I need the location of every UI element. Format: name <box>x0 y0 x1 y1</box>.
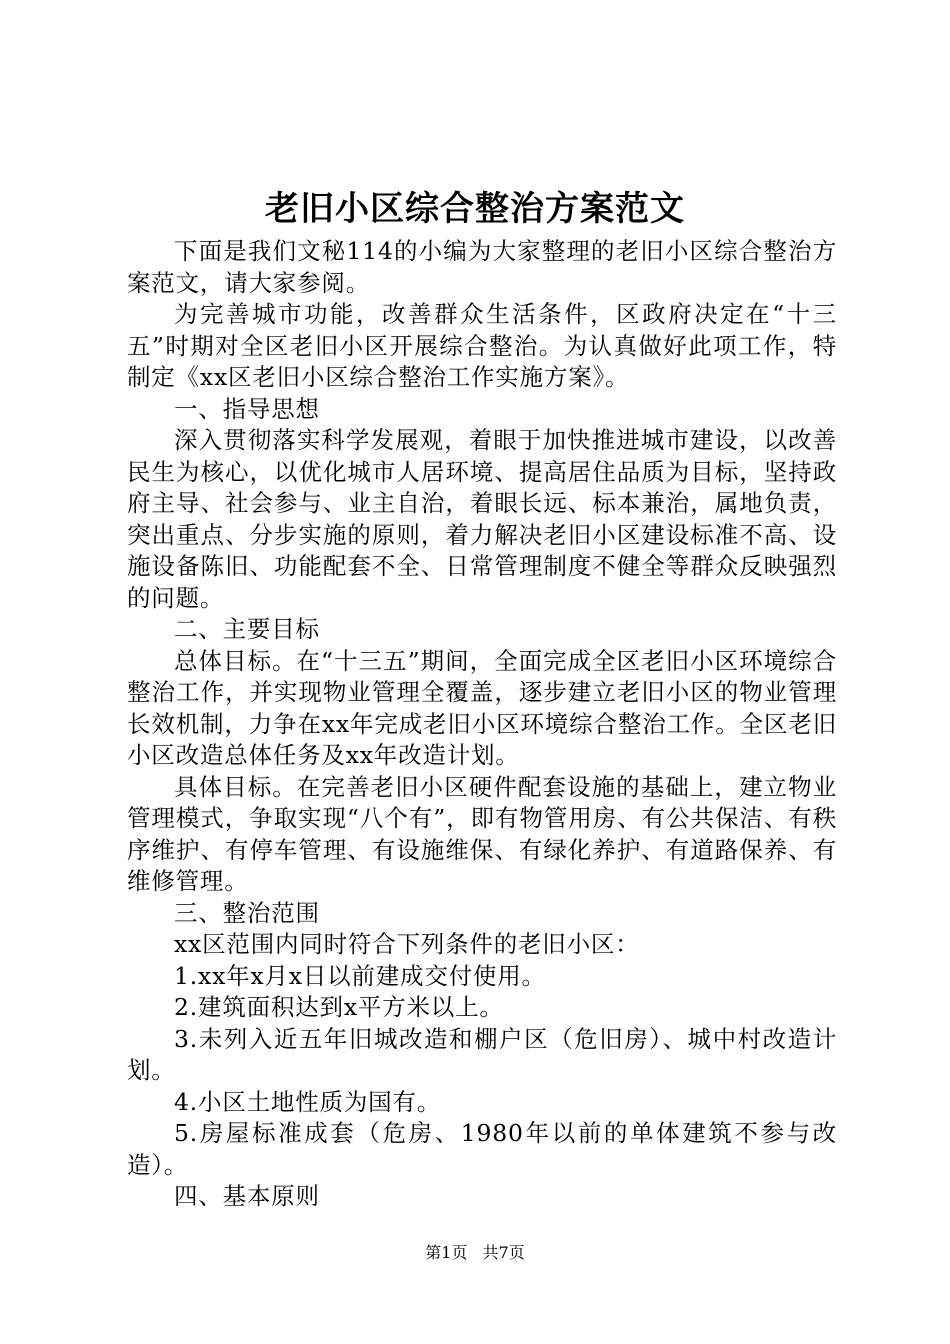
specific-goal-paragraph: 具体目标。在完善老旧小区硬件配套设施的基础上，建立物业管理模式，争取实现“八个有”，即有物管用房、有公共保洁、有秩序维护、有停车管理、有设施维保、有绿化养护、有道路保养、有维修管理。 <box>127 772 837 895</box>
section-heading-main-goals: 二、主要目标 <box>174 615 320 643</box>
scope-item-2: 2.建筑面积达到x平方米以上。 <box>174 993 504 1021</box>
page-number: 第1页 <box>425 1243 468 1262</box>
document-title: 老旧小区综合整治方案范文 <box>265 189 685 229</box>
page-footer <box>0 1242 950 1264</box>
scope-item-4: 4.小区土地性质为国有。 <box>174 1087 442 1116</box>
scope-intro-paragraph: xx区范围内同时符合下列条件的老旧小区： <box>174 930 640 958</box>
overall-goal-paragraph: 总体目标。在“十三五”期间，全面完成全区老旧小区环境综合整治工作，并实现物业管理全覆盖，逐步建立老旧小区的物业管理长效机制，力争在xx年完成老旧小区环境综合整治工作。全区老旧小区改造总体任务及xx年改造计划。 <box>127 646 837 769</box>
section-heading-scope: 三、整治范围 <box>174 898 320 927</box>
scope-item-1: 1.xx年x月x日以前建成交付使用。 <box>174 961 546 990</box>
section-heading-guiding-thought: 一、指导思想 <box>174 394 320 423</box>
document-body <box>127 236 837 1213</box>
preface-paragraph: 为完善城市功能，改善群众生活条件，区政府决定在“十三五”时期对全区老旧小区开展综合整治。为认真做好此项工作，特制定《xx区老旧小区综合整治工作实施方案》。 <box>127 300 837 391</box>
section-heading-principles: 四、基本原则 <box>174 1182 320 1210</box>
intro-paragraph: 下面是我们文秘114的小编为大家整理的老旧小区综合整治方案范文，请大家参阅。 <box>127 237 837 297</box>
page-total: 共7页 <box>482 1243 525 1262</box>
guiding-thought-paragraph: 深入贯彻落实科学发展观，着眼于加快推进城市建设，以改善民生为核心，以优化城市人居环境、提高居住品质为目标，坚持政府主导、社会参与、业主自治，着眼长远、标本兼治，属地负责，突出重点、分步实施的原则，着力解决老旧小区建设标准不高、设施设备陈旧、功能配套不全、日常管理制度不健全等群众反映强烈的问题。 <box>127 426 837 612</box>
scope-item-3: 3.未列入近五年旧城改造和棚户区（危旧房）、城中村改造计划。 <box>127 1024 837 1084</box>
scope-item-5: 5.房屋标准成套（危房、1980年以前的单体建筑不参与改造）。 <box>127 1119 837 1179</box>
